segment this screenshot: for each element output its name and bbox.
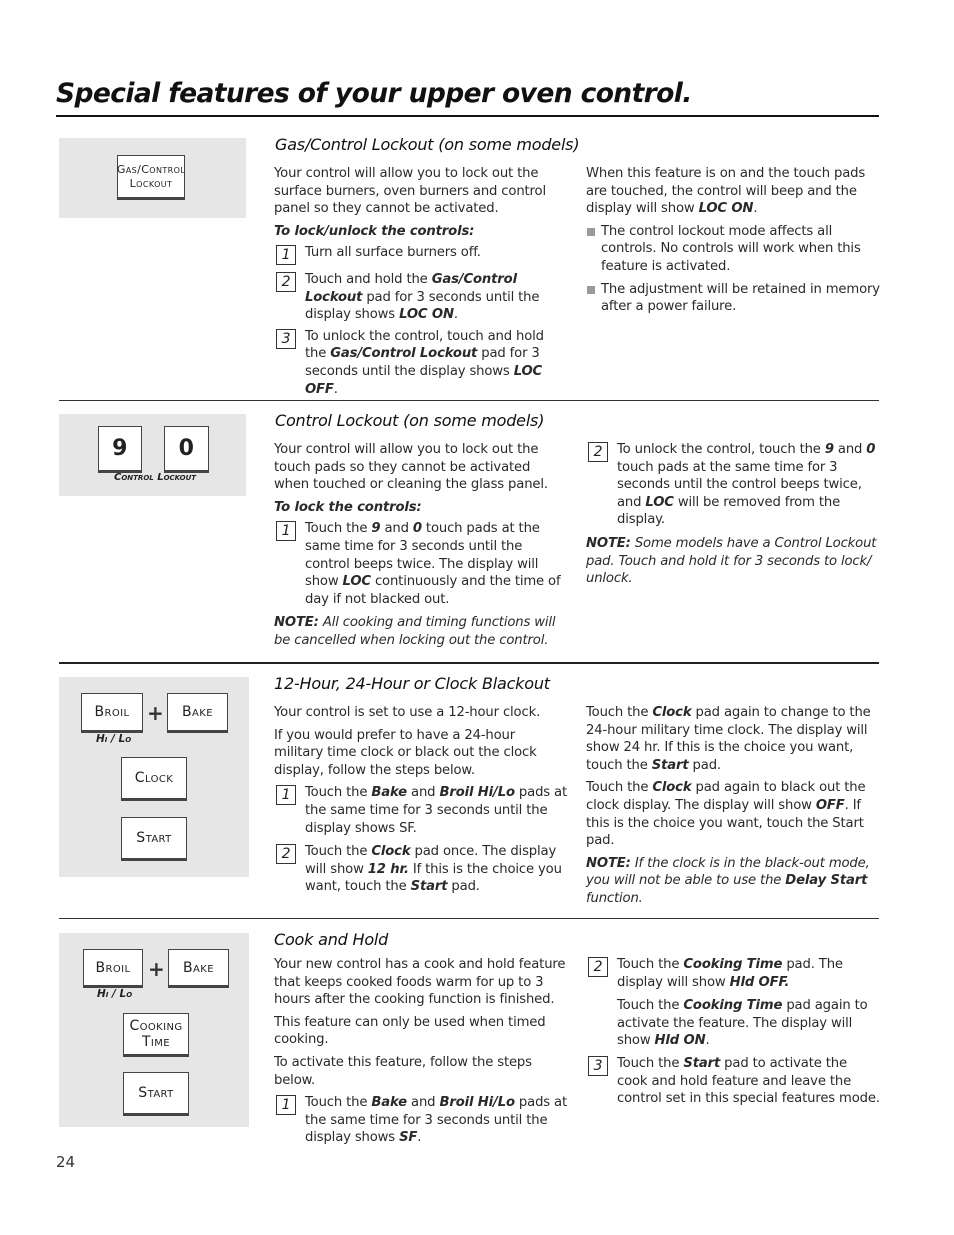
bake-key[interactable]	[167, 693, 228, 731]
emphasis: Clock	[652, 780, 692, 796]
step-number: 3	[588, 1056, 608, 1076]
title-rule	[56, 115, 879, 117]
page-number: 24	[56, 1153, 76, 1171]
step-emphasis: 0	[866, 442, 876, 457]
cook-and-hold-left	[274, 956, 568, 1153]
clock-blackout-left	[274, 704, 568, 902]
step-emphasis: LOC OFF	[305, 363, 543, 397]
section-title-text: Cook and Hold	[274, 930, 389, 949]
step-text: Touch the	[617, 957, 684, 972]
cook-and-hold-right	[586, 956, 881, 1114]
start-key[interactable]	[121, 817, 187, 859]
note	[586, 855, 881, 908]
text: pad again to activate the feature. The display will show	[617, 998, 868, 1049]
note-text: Some models have a Control Lockout pad. Touch and hold it for 3 seconds to lock/ unlock.	[586, 535, 877, 587]
bullet-2: The adjustment will be retained in memory after a power failure.	[586, 281, 881, 316]
key-label: Bake	[183, 959, 214, 976]
step-emphasis: Hld OFF.	[729, 974, 790, 990]
step-text: touch pads at the same time for 3 seconds until the control beeps twice. The display will show	[305, 521, 540, 590]
note-text: function.	[586, 890, 643, 906]
text: .	[705, 1033, 710, 1049]
step-text: Touch the	[305, 785, 372, 801]
step-emphasis: Gas/Control Lockout	[330, 346, 478, 362]
key-label-line2: Time	[141, 1034, 171, 1050]
step-text: pad once. The display will show	[305, 844, 557, 877]
paragraph: If you would prefer to have a 24-hour military time clock or black out the clock display, follow the steps below.	[274, 727, 537, 778]
intro-text: Your control will allow you to lock out the surface burners, oven burners and control panel so they cannot be activated.	[274, 166, 546, 217]
emphasis: Start	[651, 757, 689, 773]
key-label: Bake	[182, 704, 213, 720]
step-text: .	[333, 381, 338, 397]
key-label: Clock	[134, 770, 174, 786]
step-text: pad to activate the cook and hold feature and leave the control set in this special features mode.	[617, 1055, 880, 1107]
step-1	[274, 520, 566, 608]
step-emphasis: 9	[824, 442, 834, 457]
step-number: 1	[276, 785, 296, 805]
step-text: and	[380, 521, 413, 537]
key-label: Start	[138, 1085, 174, 1101]
step-text: Touch the	[305, 844, 372, 860]
text: Touch the	[586, 780, 653, 796]
emphasis: Hld ON	[654, 1033, 706, 1049]
section-title-sub: (on some models)	[438, 135, 580, 154]
section-title-gas-control-lockout	[275, 135, 579, 154]
key-9[interactable]: 9	[98, 426, 142, 471]
paragraph: Your control is set to use a 12-hour clock.	[274, 705, 541, 720]
step-emphasis: LOC ON	[399, 307, 454, 323]
step-number: 2	[276, 272, 296, 292]
key-label-line1: Gas/Control	[116, 162, 186, 176]
step-text: Touch the	[305, 1095, 372, 1111]
text: . If this is the choice you want, touch the Start pad.	[586, 797, 864, 849]
steps-heading: To lock the controls:	[274, 499, 422, 515]
step-emphasis: Broil Hi/Lo	[439, 1095, 515, 1111]
step-number: 2	[276, 844, 296, 864]
step-text: Turn all surface burners off.	[305, 245, 481, 261]
section-title-text: 12-Hour, 24-Hour or Clock Blackout	[274, 674, 550, 693]
emphasis: Cooking Time	[683, 998, 783, 1014]
clock-blackout-panel	[59, 677, 249, 877]
step-emphasis: Start	[683, 1055, 721, 1071]
section-title-sub: (on some models)	[403, 411, 545, 430]
clock-blackout-right	[586, 704, 881, 913]
step-emphasis: SF	[399, 1130, 418, 1146]
section-divider	[59, 918, 879, 919]
step-text: pad. The display will show	[617, 957, 843, 990]
paragraph	[586, 704, 881, 774]
step-emphasis: Cooking Time	[683, 957, 783, 972]
plus-icon: +	[147, 701, 164, 725]
step-emphasis: LOC	[342, 574, 371, 590]
step-text: touch pads at the same time for 3 seconds until the control beeps twice, and	[617, 459, 862, 510]
emphasis: OFF	[815, 797, 845, 813]
step-emphasis: 0	[412, 521, 422, 537]
right-text	[586, 165, 881, 218]
broil-key[interactable]	[81, 693, 143, 731]
step-text: and	[406, 785, 440, 801]
step-text: will be removed from the display.	[617, 494, 841, 528]
page-title: Special features of your upper oven control.	[56, 78, 692, 109]
note-lead: NOTE:	[274, 615, 319, 631]
step-text: Touch the	[305, 521, 372, 537]
step-text: pads at the same time for 3 seconds until the display shows	[305, 1095, 568, 1146]
step-text: Touch and hold the	[305, 271, 432, 287]
step-text: .	[417, 1130, 422, 1146]
key-label: Broil	[95, 959, 131, 976]
paragraph: To activate this feature, follow the steps below.	[274, 1054, 532, 1088]
key-label-line1: Cooking	[129, 1018, 183, 1034]
key-0[interactable]: 0	[164, 426, 209, 471]
step-2	[586, 441, 881, 529]
step-number: 2	[588, 442, 608, 462]
step-number: 1	[276, 245, 296, 265]
step-text: .	[453, 307, 458, 323]
emphasis: LOC ON	[698, 201, 754, 217]
text: When this feature is on and the touch pads are touched, the control will beep and the display will show	[586, 166, 866, 217]
section-title-text: Control Lockout	[275, 411, 399, 430]
note-emphasis: Delay Start	[785, 873, 868, 889]
section-title-control-lockout	[275, 411, 544, 430]
text: Touch the	[617, 998, 684, 1014]
step-text: To unlock the control, touch and hold the	[305, 328, 544, 362]
step-text: pads at the same time for 3 seconds until the display shows SF.	[305, 785, 568, 836]
note	[274, 614, 566, 649]
gas-control-lockout-right	[586, 165, 881, 321]
note	[586, 535, 881, 588]
step-text: pad.	[447, 879, 480, 895]
step-emphasis: Gas/Control Lockout	[305, 271, 517, 305]
clock-key[interactable]	[121, 757, 187, 799]
note-text: If the clock is in the black-out mode, you will not be able to use the	[586, 855, 870, 889]
intro-text: Your control will allow you to lock out the touch pads so they cannot be activated when touched or cleaning the glass panel.	[274, 442, 548, 493]
text: pad again to black out the clock display. The display will show	[586, 780, 866, 813]
step-number: 1	[276, 521, 296, 541]
step-emphasis: Broil Hi/Lo	[439, 785, 515, 801]
step-1	[274, 244, 566, 262]
step-number: 2	[588, 957, 608, 977]
step-1	[274, 784, 568, 837]
broil-key[interactable]	[83, 949, 143, 986]
step-emphasis: 12 hr.	[367, 861, 409, 877]
step-text: pad for 3 seconds until the display shows	[305, 346, 540, 379]
section-title-cook-and-hold	[274, 930, 388, 949]
step-text: and	[833, 442, 867, 457]
step-emphasis: Bake	[371, 1095, 407, 1111]
step-text: pad for 3 seconds until the display shows	[305, 289, 540, 323]
section-divider	[59, 662, 879, 664]
step-emphasis: 9	[371, 521, 381, 537]
control-lockout-right	[586, 441, 881, 593]
bullet-1: The control lockout mode affects all controls. No controls will work when this feature is activated.	[586, 223, 881, 276]
text: pad.	[688, 757, 721, 773]
text: .	[753, 201, 758, 217]
step-text: continuously and the time of day if not blacked out.	[305, 574, 561, 607]
hi-lo-caption: Hi / Lo	[97, 988, 133, 1000]
start-key[interactable]	[123, 1072, 189, 1114]
step-emphasis: Clock	[371, 844, 411, 860]
section-title-clock-blackout	[274, 674, 550, 693]
plus-icon: +	[148, 957, 165, 981]
section-title-text: Gas/Control Lockout	[275, 135, 434, 154]
paragraph: This feature can only be used when timed cooking.	[274, 1014, 546, 1048]
gas-control-lockout-left	[274, 165, 566, 404]
step-1	[274, 1094, 568, 1147]
step-text: If this is the choice you want, touch the	[305, 861, 562, 895]
step-2	[274, 271, 566, 324]
bake-key[interactable]	[168, 949, 229, 986]
hi-lo-caption: Hi / Lo	[96, 733, 132, 745]
note-lead: NOTE:	[586, 535, 631, 551]
control-lockout-left	[274, 441, 566, 655]
control-lockout-caption: Control Lockout	[114, 472, 197, 483]
gas-control-lockout-key[interactable]	[117, 155, 185, 198]
paragraph	[586, 779, 881, 849]
key-label: Start	[136, 830, 172, 846]
paragraph: Your new control has a cook and hold feature that keeps cooked foods warm for up to 3 hours after the cooking function is finished.	[274, 957, 566, 1008]
gas-control-lockout-panel	[59, 138, 246, 218]
step-emphasis: Bake	[371, 785, 407, 801]
step-emphasis: Start	[410, 879, 448, 895]
control-lockout-panel	[59, 414, 246, 496]
step-2	[274, 843, 568, 896]
text: Touch the	[586, 705, 653, 720]
step-text: Touch the	[617, 1055, 684, 1071]
step-text: To unlock the control, touch the	[617, 442, 825, 457]
cook-and-hold-panel	[59, 933, 249, 1127]
key-label-line2: Lockout	[129, 176, 173, 190]
step-number: 3	[276, 329, 296, 349]
step-3	[586, 1055, 881, 1108]
step-number: 1	[276, 1095, 296, 1115]
step-text: and	[406, 1095, 440, 1111]
emphasis: Clock	[652, 705, 692, 720]
cooking-time-key[interactable]	[123, 1013, 189, 1055]
note-text: All cooking and timing functions will be cancelled when locking out the control.	[274, 615, 556, 648]
note-lead: NOTE:	[586, 855, 631, 871]
step-2-continued	[586, 997, 881, 1050]
section-divider	[59, 400, 879, 401]
step-2	[586, 956, 881, 991]
step-emphasis: LOC	[645, 494, 674, 510]
step-3	[274, 328, 566, 398]
key-label: Broil	[94, 704, 130, 720]
text: pad again to change to the 24-hour military time clock. The display will show 24 hr. If this is the choice you want, touch the	[586, 705, 871, 773]
steps-heading: To lock/unlock the controls:	[274, 223, 475, 239]
